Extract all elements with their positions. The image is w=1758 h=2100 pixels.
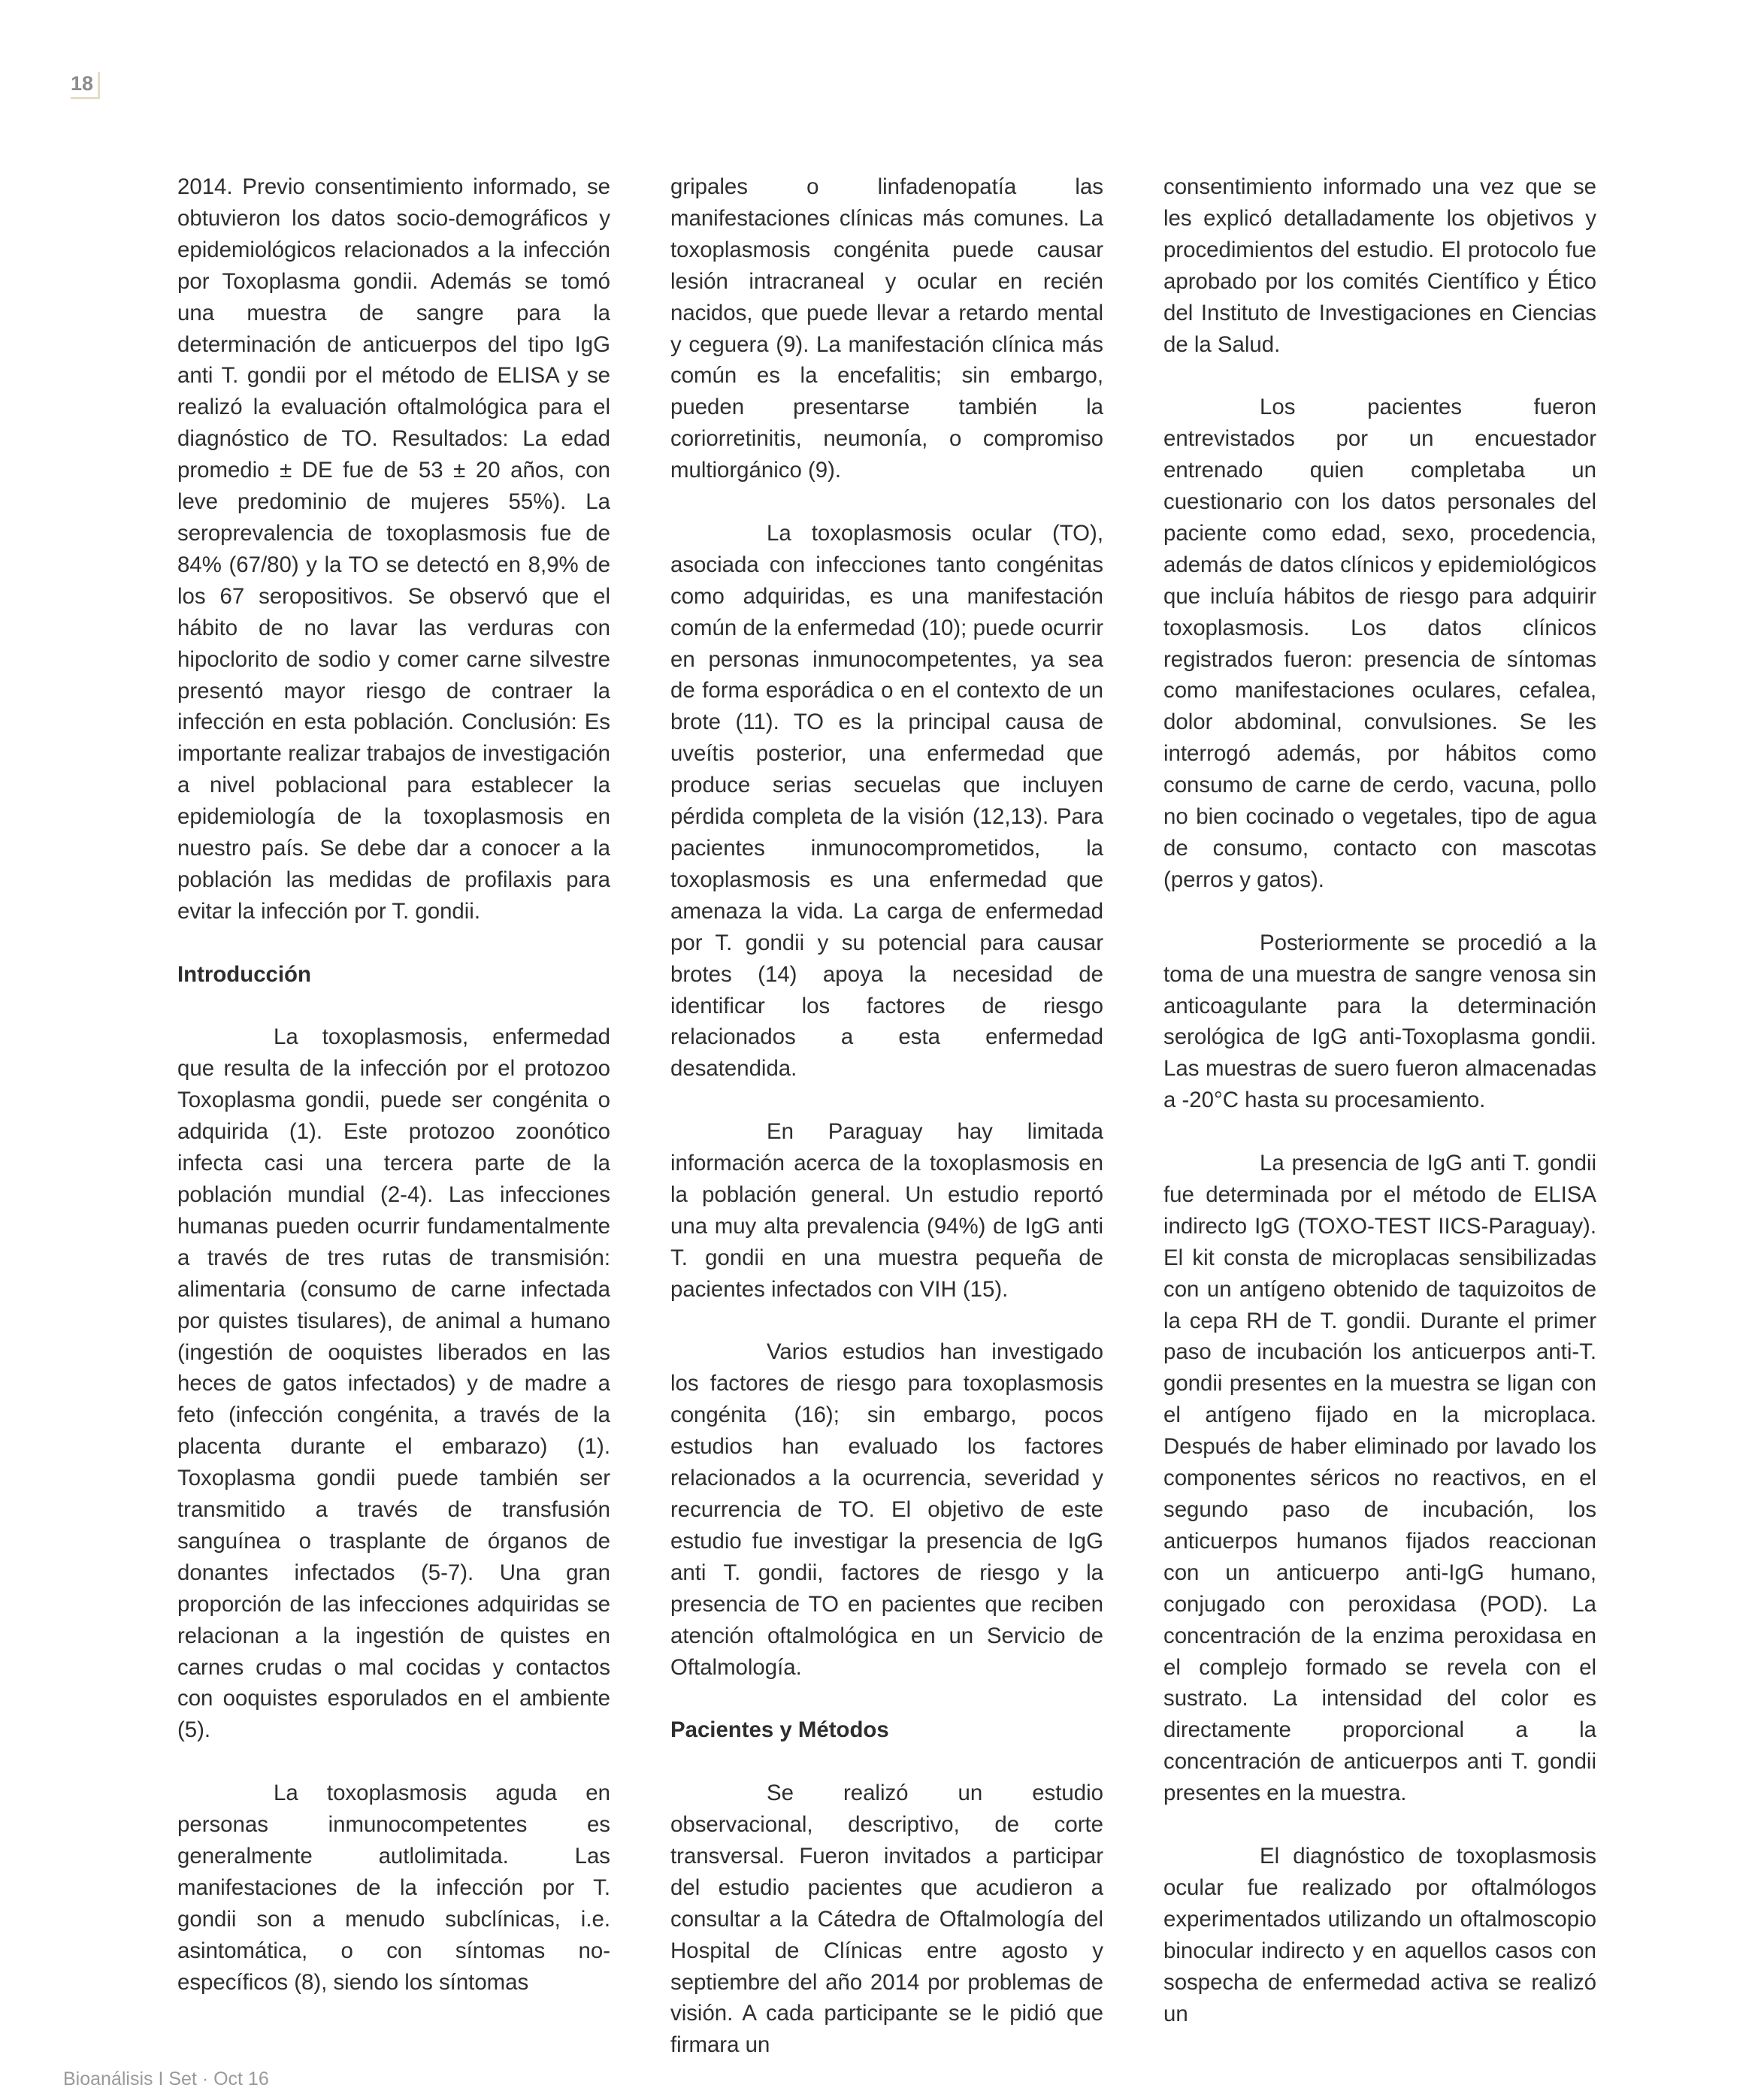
body-paragraph: Varios estudios han investigado los factores de riesgo para toxoplasmosis congénita (16); sin embargo, pocos estudios han evaluado los factores relacionados a la ocurrencia, severidad y recurrencia de TO. El objetivo de este estudio fue investigar la presencia de IgG anti T. gondii, factores de riesgo y la presencia de TO en pacientes que reciben atención oftalmológica en un Servicio de Oftalmología. [670,1339,1103,1680]
body-paragraph: La toxoplasmosis ocular (TO), asociada con infecciones tanto congénitas como adquiridas, es una manifestación común de la enfermedad (10); puede ocurrir en personas inmunocompetentes, ya sea de forma esporádica o en el contexto de un brote (11). TO es la principal causa de uveítis posterior, una enfermedad que produce serias secuelas que incluyen pérdida completa de la visión (12,13). Para pacientes inmunocomprometidos, la toxoplasmosis es una enfermedad que amenaza la vida. La carga de enfermedad por T. gondii y su potencial para causar brotes (14) apoya la necesidad de identificar los factores de riesgo relacionados a esta enfermedad desatendida. [670,520,1103,1082]
body-paragraph: Se realizó un estudio observacional, descriptivo, de corte transversal. Fueron invitados a participar del estudio pacientes que acudieron a consultar a la Cátedra de Oftalmología del Hospital de Clínicas entre agosto y septiembre del año 2014 por problemas de visión. A cada participante se le pidió que firmara un [670,1781,1103,2058]
page-number: 18 [71,72,100,99]
body-paragraph: La toxoplasmosis aguda en personas inmunocompetentes es generalmente autlolimitada. Las manifestaciones de la infección por T. gondii son a menudo subclínicas, i.e. asintomática, o con síntomas no-específicos (8), siendo los síntomas [177,1781,610,1995]
body-paragraph: La presencia de IgG anti T. gondii fue determinada por el método de ELISA indirecto IgG (TOXO-TEST IICS-Paraguay). El kit consta de microplacas sensibilizadas con un antígeno obtenido de taquizoitos de la cepa RH de T. gondii. Durante el primer paso de incubación los anticuerpos anti-T. gondii presentes en la muestra se ligan con el antígeno fijado en la microplaca. Después de haber eliminado por lavado los componentes séricos no reactivos, en el segundo paso de incubación, los anticuerpos humanos fijados reaccionan con un anticuerpo anti-IgG humano, conjugado con peroxidasa (POD). La concentración de la enzima peroxidasa en el complejo formado se revela con el sustrato. La intensidad del color es directamente proporcional a la concentración de anticuerpos anti T. gondii presentes en la muestra. [1163,1151,1596,1806]
text-column-1 [177,171,610,1999]
body-paragraph: El diagnóstico de toxoplasmosis ocular fue realizado por oftalmólogos experimentados utilizando un oftalmoscopio binocular indirecto y en aquellos casos con sospecha de enfermedad activa se realizó un [1163,1843,1596,2026]
section-heading-pacientes-metodos: Pacientes y Métodos [670,1717,889,1743]
text-column-3 [1163,171,1596,2029]
abstract-paragraph: 2014. Previo consentimiento informado, se obtuvieron los datos socio-demográficos y epidemiológicos relacionados a la infección por Toxoplasma gondii. Además se tomó una muestra de sangre para la determinación de anticuerpos del tipo IgG anti T. gondii por el método de ELISA y se realizó la evaluación oftalmológica para el diagnóstico de TO. Resultados: La edad promedio ± DE fue de 53 ± 20 años, con leve predominio de mujeres 55%). La seroprevalencia de toxoplasmosis fue de 84% (67/80) y la TO se detectó en 8,9% de los 67 seropositivos. Se observó que el hábito de no lavar las verduras con hipoclorito de sodio y comer carne silvestre presentó mayor riesgo de contraer la infección en esta población. Conclusión: Es importante realizar trabajos de investigación a nivel poblacional para establecer la epidemiología de la toxoplasmosis en nuestro país. Se debe dar a conocer a la población las medidas de profilaxis para evitar la infección por T. gondii. [177,174,610,924]
footer-publication: Bioanálisis I Set · Oct 16 [63,2068,269,2089]
section-heading-introduccion: Introducción [177,961,311,987]
body-paragraph: consentimiento informado una vez que se les explicó detalladamente los objetivos y procedimientos del estudio. El protocolo fue aprobado por los comités Científico y Ético del Instituto de Investigaciones en Ciencias de la Salud. [1163,174,1596,357]
body-paragraph: Posteriormente se procedió a la toma de una muestra de sangre venosa sin anticoagulante para la determinación serológica de IgG anti-Toxoplasma gondii. Las muestras de suero fueron almacenadas a -20°C hasta su procesamiento. [1163,930,1596,1113]
body-paragraph: La toxoplasmosis, enfermedad que resulta de la infección por el protozoo Toxoplasma gondii, puede ser congénita o adquirida (1). Este protozoo zoonótico infecta casi una tercera parte de la población mundial (2-4). Las infecciones humanas pueden ocurrir fundamentalmente a través de tres rutas de transmisión: alimentaria (consumo de carne infectada por quistes tisulares), de animal a humano (ingestión de ooquistes liberados en las heces de gatos infectados) y de madre a feto (infección congénita, a través de la placenta durante el embarazo) (1). Toxoplasma gondii puede también ser transmitido a través de transfusión sanguínea o trasplante de órganos de donantes infectados (5-7). Una gran proporción de las infecciones adquiridas se relacionan a la ingestión de quistes en carnes crudas o mal cocidas y contactos con ooquistes esporulados en el ambiente (5). [177,1024,610,1743]
body-paragraph: Los pacientes fueron entrevistados por un encuestador entrenado quien completaba un cuestionario con los datos personales del paciente como edad, sexo, procedencia, además de datos clínicos y epidemiológicos que incluía hábitos de riesgo para adquirir toxoplasmosis. Los datos clínicos registrados fueron: presencia de síntomas como manifestaciones oculares, cefalea, dolor abdominal, convulsiones. Se les interrogó además, por hábitos como consumo de carne de cerdo, vacuna, pollo no bien cocinado o vegetales, tipo de agua de consumo, contacto con mascotas (perros y gatos). [1163,395,1596,892]
text-column-2 [670,171,1103,2061]
body-paragraph: gripales o linfadenopatía las manifestaciones clínicas más comunes. La toxoplasmosis congénita puede causar lesión intracraneal y ocular en recién nacidos, que puede llevar a retardo mental y ceguera (9). La manifestación clínica más común es la encefalitis; sin embargo, pueden presentarse también la coriorretinitis, neumonía, o compromiso multiorgánico (9). [670,174,1103,483]
body-paragraph: En Paraguay hay limitada información acerca de la toxoplasmosis en la población general. Un estudio reportó una muy alta prevalencia (94%) de IgG anti T. gondii en una muestra pequeña de pacientes infectados con VIH (15). [670,1119,1103,1302]
